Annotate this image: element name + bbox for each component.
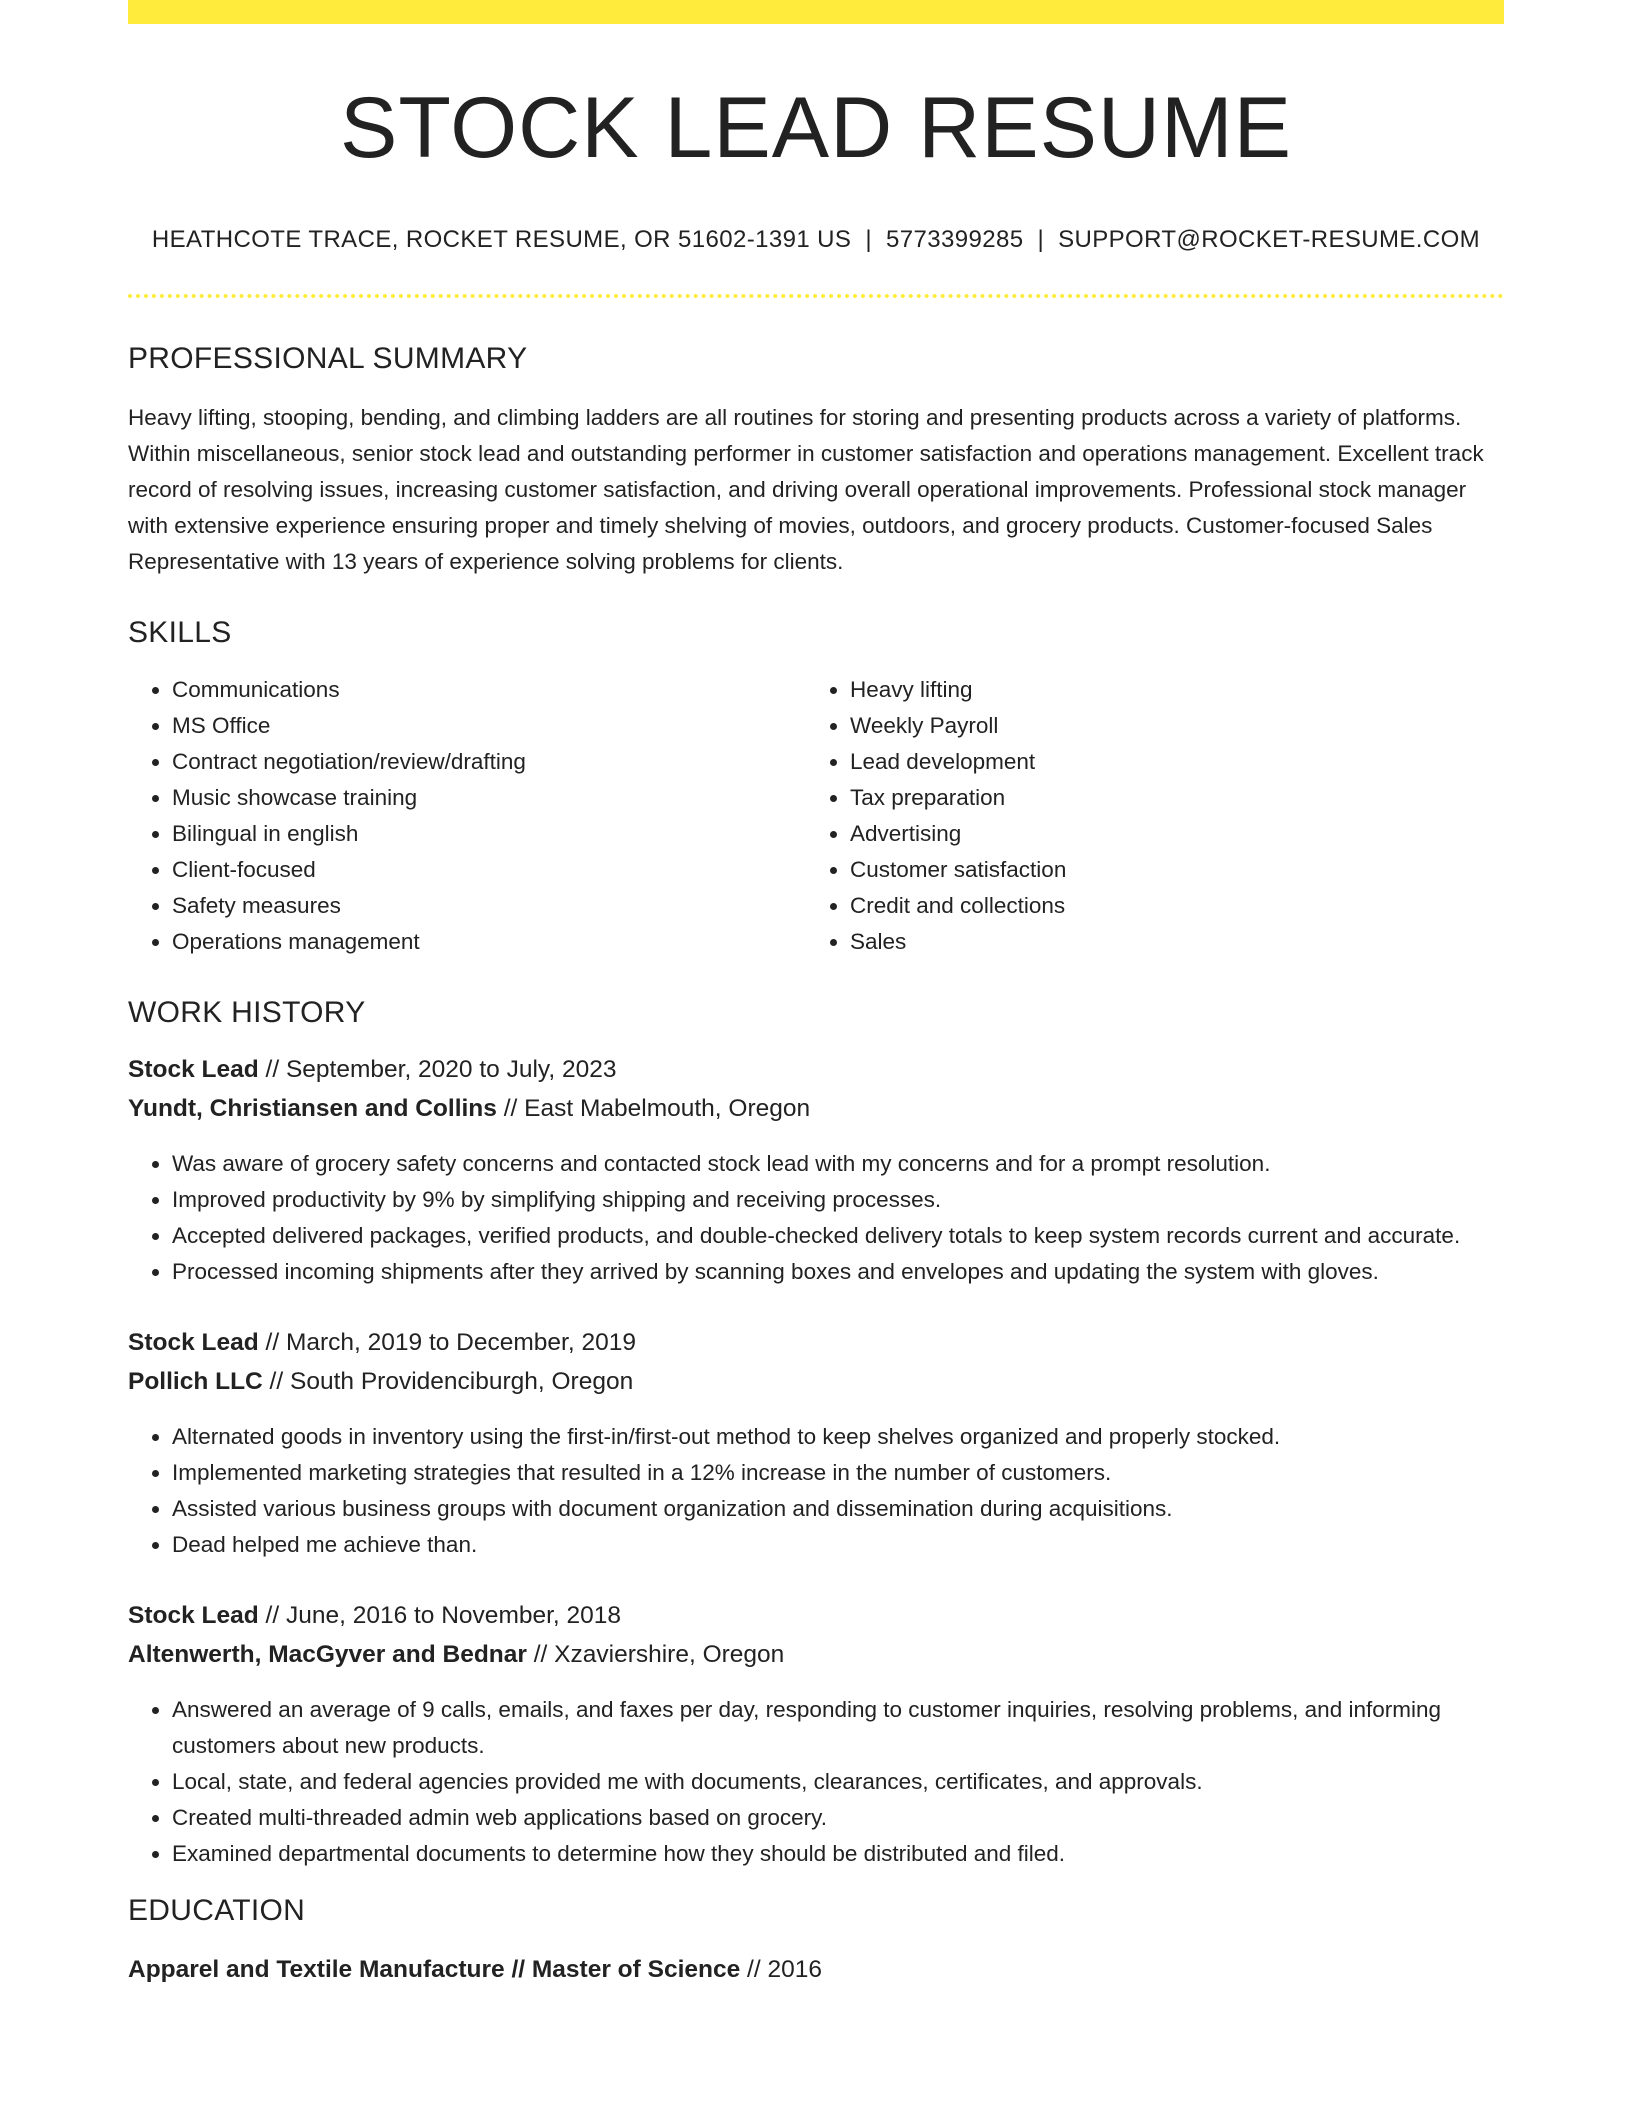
contact-phone: 5773399285 [885,225,1024,253]
job-company-line [128,1635,1504,1674]
contact-separator: | [1037,225,1045,253]
job-bullets [128,1692,1504,1872]
skills-heading: SKILLS [128,615,232,649]
job-location: Xzaviershire, Oregon [554,1640,785,1668]
skill-item: • Heavy lifting [850,672,1484,708]
job-title-line [128,1596,1504,1635]
delimiter: // [526,1640,555,1668]
skill-item: • MS Office [172,708,806,744]
contact-email: SUPPORT@ROCKET-RESUME.COM [1058,225,1481,253]
job-bullet: • Examined departmental documents to determine how they should be distributed and filed. [172,1836,1504,1872]
job-company-line [128,1362,1504,1401]
job-bullet: • Answered an average of 9 calls, emails, and faxes per day, responding to customer inquiries, resolving problems, and informing customers about new products. [172,1692,1504,1764]
accent-top-bar [128,0,1504,24]
summary-heading: PROFESSIONAL SUMMARY [128,341,528,375]
delimiter: // [740,1955,768,1983]
job-company: Yundt, Christiansen and Collins [128,1094,497,1122]
job-bullet: • Dead helped me achieve than. [172,1527,1504,1563]
skill-item: • Weekly Payroll [850,708,1484,744]
delimiter: // [258,1055,286,1083]
education-field: Apparel and Textile Manufacture [128,1955,505,1983]
skill-item: • Customer satisfaction [850,852,1484,888]
skill-item: • Sales [850,924,1484,960]
skill-item: • Bilingual in english [172,816,806,852]
education-heading: EDUCATION [128,1893,306,1927]
job-bullet: • Alternated goods in inventory using the first-in/first-out method to keep shelves organized and properly stocked. [172,1419,1504,1455]
job-company: Altenwerth, MacGyver and Bednar [128,1640,527,1668]
education-entry [128,1950,1504,1989]
summary-text: Heavy lifting, stooping, bending, and climbing ladders are all routines for storing and presenting products across a variety of platforms. Within miscellaneous, senior stock lead and outstanding performer in customer satisfaction and operations management. Excellent track record of resolving issues, increasing customer satisfaction, and driving overall operational improvements. Professional stock manager with extensive experience ensuring proper and timely shelving of movies, outdoors, and grocery products. Customer-focused Sales Representative with 13 years of experience solving problems for clients. [128,404,1484,574]
skill-item: • Communications [172,672,806,708]
job-dates: September, 2020 to July, 2023 [285,1055,617,1083]
resume-page [128,0,1504,1989]
delimiter: // [262,1367,290,1395]
job-bullet: • Created multi-threaded admin web applications based on grocery. [172,1800,1504,1836]
skill-item: • Safety measures [172,888,806,924]
contact-separator: | [865,225,872,253]
job-bullet: • Accepted delivered packages, verified products, and double-checked delivery totals to keep system records current and accurate. [172,1218,1504,1254]
job-entry [128,1323,1504,1563]
job-bullets [128,1419,1504,1563]
skill-item: • Contract negotiation/review/drafting [172,744,806,780]
job-location: East Mabelmouth, Oregon [524,1094,811,1122]
resume-title: STOCK LEAD RESUME [339,80,1293,176]
skill-item: • Tax preparation [850,780,1484,816]
job-company: Pollich LLC [128,1367,263,1395]
job-title-line [128,1050,1504,1089]
delimiter: // [504,1955,532,1983]
job-title: Stock Lead [128,1055,259,1083]
job-bullet: • Was aware of grocery safety concerns and contacted stock lead with my concerns and for a prompt resolution. [172,1146,1504,1182]
education-degree: Master of Science [531,1955,741,1983]
job-bullet: • Improved productivity by 9% by simplifying shipping and receiving processes. [172,1182,1504,1218]
skill-item: • Advertising [850,816,1484,852]
job-bullet: • Implemented marketing strategies that resulted in a 12% increase in the number of customers. [172,1455,1504,1491]
job-bullet: • Processed incoming shipments after they arrived by scanning boxes and envelopes and updating the system with gloves. [172,1254,1504,1290]
job-dates: June, 2016 to November, 2018 [285,1601,622,1629]
skill-item: • Lead development [850,744,1484,780]
skill-item: • Music showcase training [172,780,806,816]
delimiter: // [258,1328,286,1356]
skill-item: • Credit and collections [850,888,1484,924]
dotted-divider [128,294,1504,298]
job-title: Stock Lead [128,1328,259,1356]
skills-column-left [128,672,806,960]
job-bullets [128,1146,1504,1290]
contact-line [128,226,1504,254]
contact-address: HEATHCOTE TRACE, ROCKET RESUME, OR 51602-1391 US [151,225,852,253]
education-year: 2016 [767,1955,822,1983]
work-history-heading: WORK HISTORY [128,995,366,1029]
job-location: South Providenciburgh, Oregon [289,1367,634,1395]
job-bullet: • Assisted various business groups with document organization and dissemination during acquisitions. [172,1491,1504,1527]
delimiter: // [496,1094,525,1122]
skill-item: • Operations management [172,924,806,960]
job-entry [128,1050,1504,1290]
delimiter: // [258,1601,286,1629]
skills-column-right [806,672,1484,960]
job-dates: March, 2019 to December, 2019 [285,1328,636,1356]
skills-list [128,672,1504,960]
job-title: Stock Lead [128,1601,259,1629]
skill-item: • Client-focused [172,852,806,888]
job-company-line [128,1089,1504,1128]
job-bullet: • Local, state, and federal agencies provided me with documents, clearances, certificates, and approvals. [172,1764,1504,1800]
job-title-line [128,1323,1504,1362]
job-entry [128,1596,1504,1872]
